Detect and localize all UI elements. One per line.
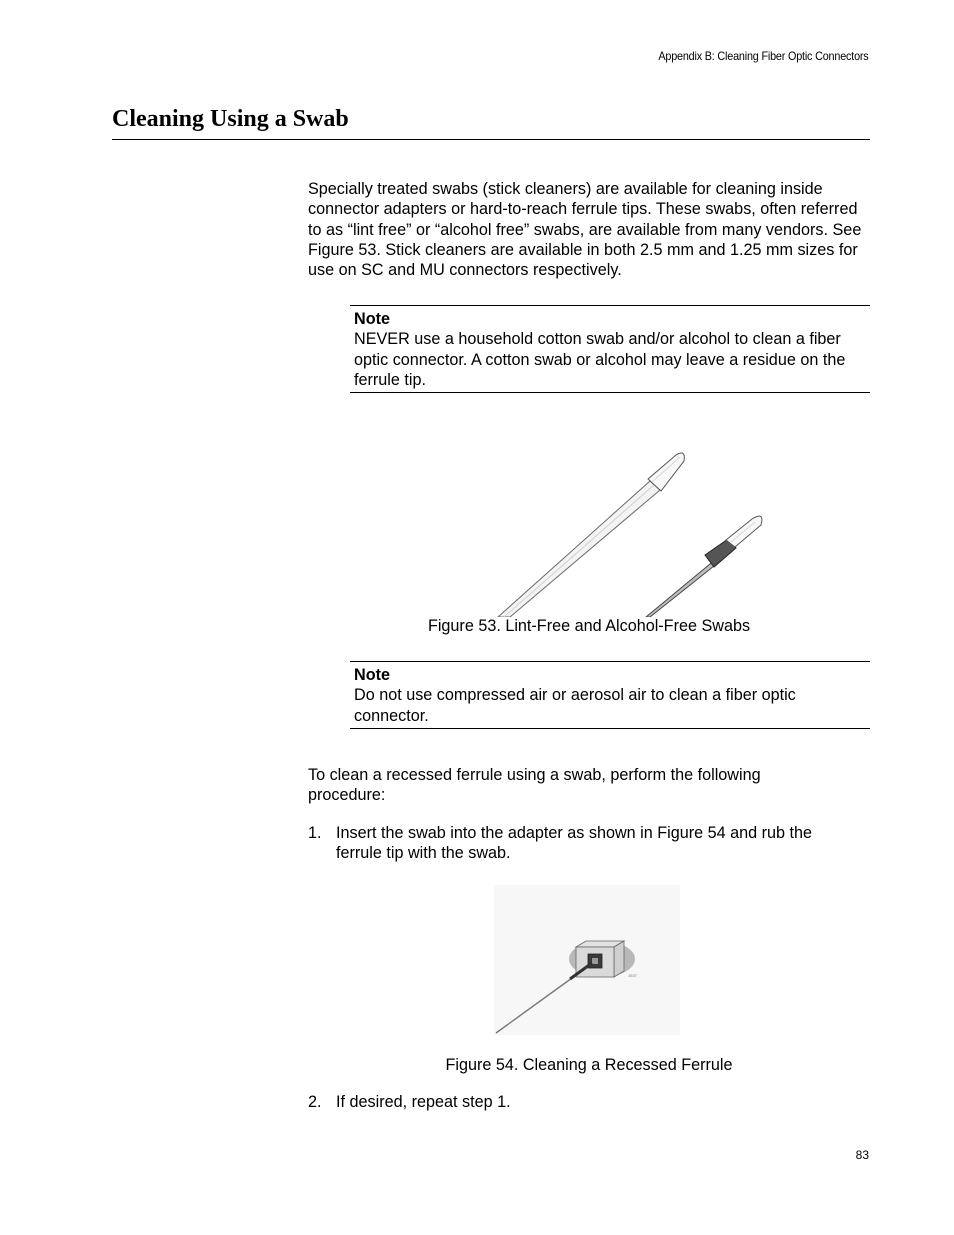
note-label: Note [354,310,390,328]
procedure-intro: To clean a recessed ferrule using a swab, perform the following procedure: [308,766,761,805]
step-text: Insert the swab into the adapter as shown in Figure 54 and rub the ferrule tip with the swab. [336,824,813,863]
step-number: 1. [308,824,322,842]
large-swab [498,453,684,617]
figure-54-caption: Figure 54. Cleaning a Recessed Ferrule [445,1056,733,1074]
figure-id-label: 1537 [628,973,637,978]
note-text: Do not use compressed air or aerosol air to clean a fiber optic connector. [354,686,796,725]
section-title: Cleaning Using a Swab [112,106,349,132]
small-swab [646,516,762,617]
note-box-2 [350,661,870,729]
title-rule [112,139,870,140]
intro-paragraph: Specially treated swabs (stick cleaners) are available for cleaning inside connector adapters or hard-to-reach ferrule tips. These swabs, often referred to as “lint free” or “alcohol free” swabs, are available from many vendors. See Figure 53. Stick cleaners are available in both 2.5 mm and 1.25 mm sizes for use on SC and MU connectors respectively. [308,180,862,280]
note-box-1 [350,305,870,393]
note-label: Note [354,666,390,684]
running-header: Appendix B: Cleaning Fiber Optic Connectors [658,49,869,63]
recessed-ferrule-illustration [494,885,680,1035]
page-number: 83 [855,1148,869,1162]
step-text: If desired, repeat step 1. [336,1093,511,1111]
figure-53-caption: Figure 53. Lint-Free and Alcohol-Free Swabs [427,617,751,635]
step-1 [308,823,848,864]
step-number: 2. [308,1093,322,1111]
swabs-illustration [480,445,780,617]
step-2 [308,1092,848,1112]
adapter-block [576,941,624,977]
note-text: NEVER use a household cotton swab and/or alcohol to clean a fiber optic connector. A cotton swab or alcohol may leave a residue on the ferrule tip. [354,330,846,389]
